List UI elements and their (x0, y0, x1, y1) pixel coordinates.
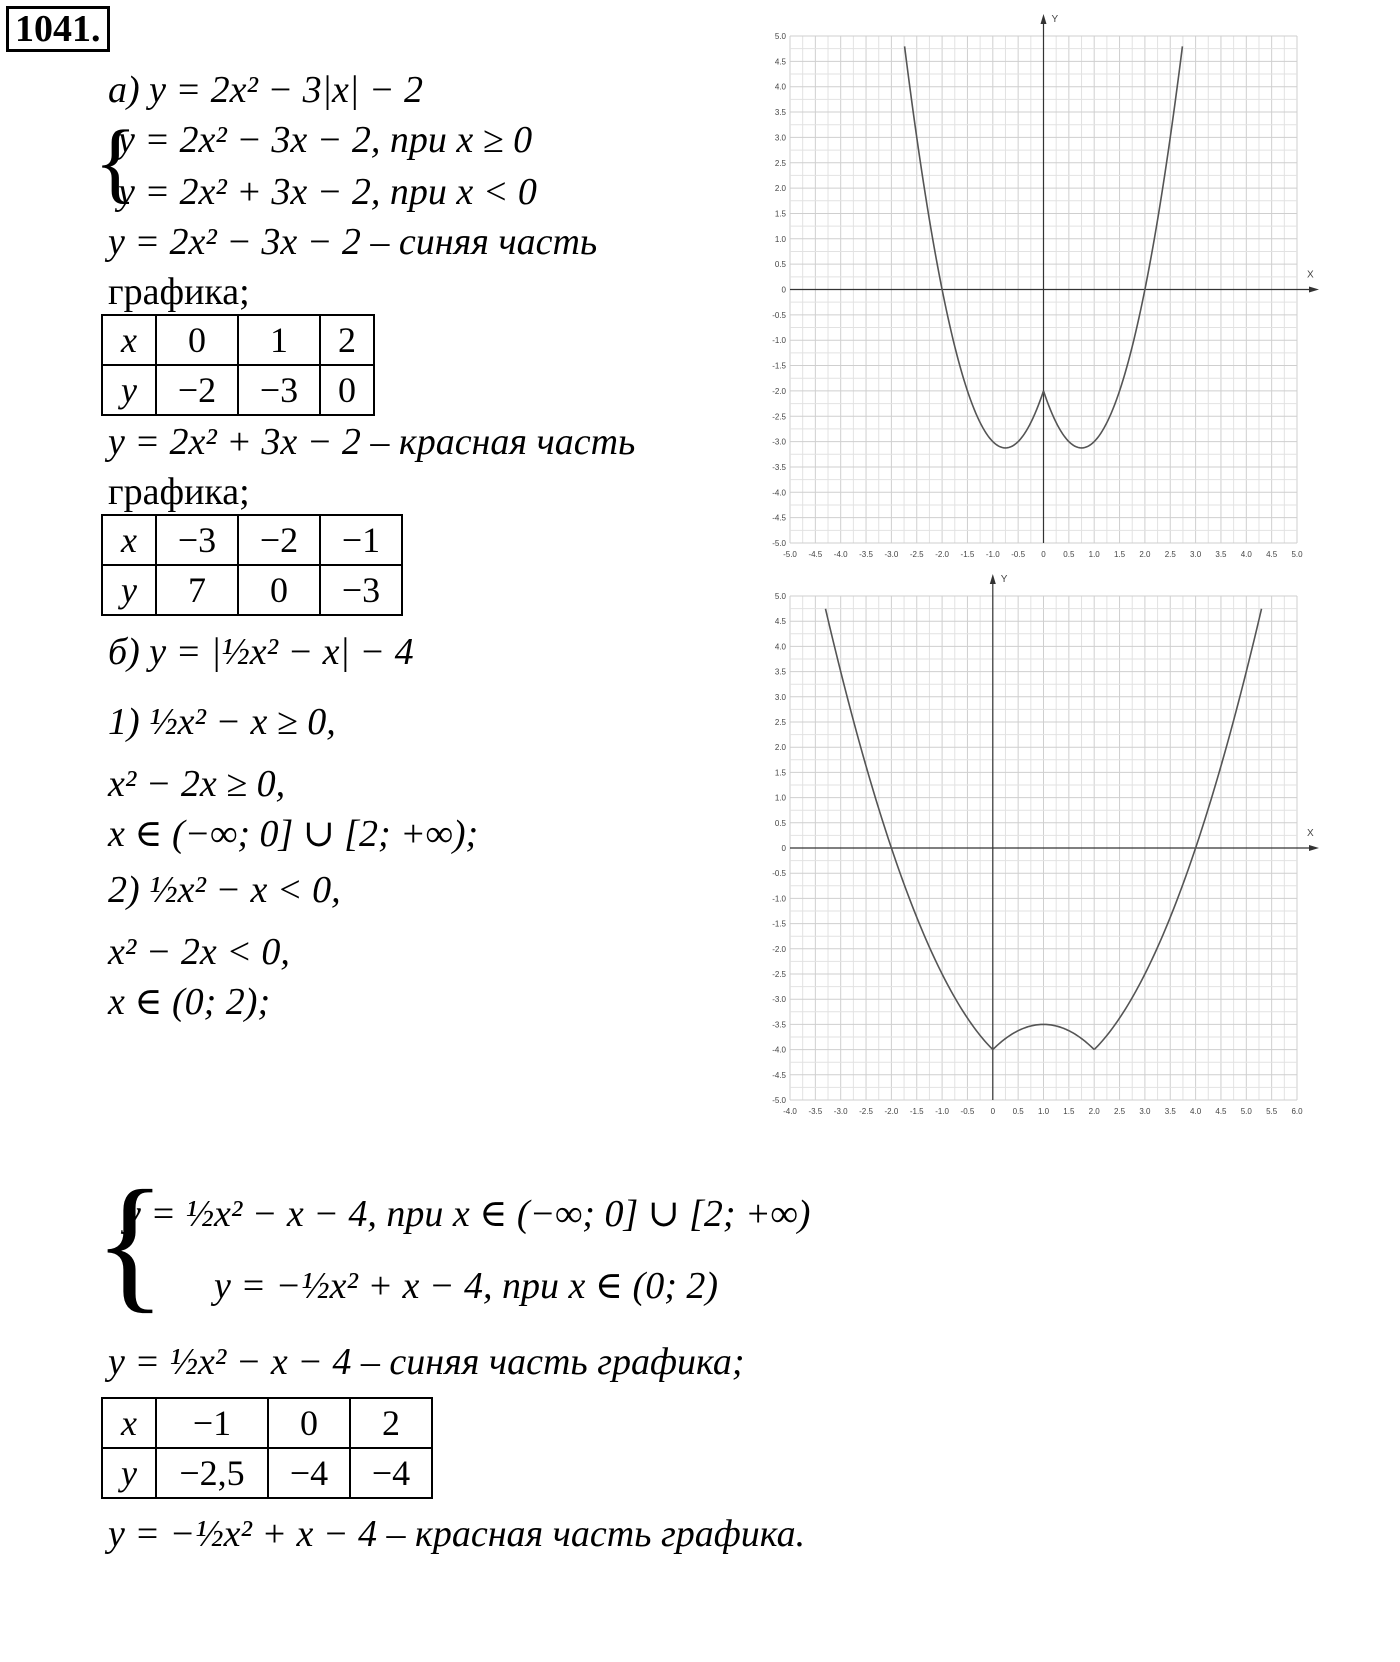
part-b-step-1-inequality: 1) ½x² − x ≥ 0, (108, 701, 336, 743)
graph-part-b (760, 570, 1330, 1125)
y-tick-label: 1.5 (774, 209, 786, 219)
y-tick-label: -2.5 (772, 970, 786, 979)
table-cell: y (102, 565, 156, 615)
y-tick-label: 4.0 (774, 82, 786, 92)
part-a-blue-text-cont: графика; (108, 271, 250, 313)
y-tick-label: -3.0 (772, 995, 786, 1005)
table-cell: x (102, 515, 156, 565)
y-tick-label: -4.0 (772, 1045, 786, 1055)
x-tick-label: 2.5 (1113, 1107, 1126, 1116)
curve-series-2 (1044, 46, 1183, 448)
y-tick-label: -2.0 (772, 944, 786, 954)
table-cell: 0 (156, 315, 238, 365)
y-tick-label: -4.5 (772, 513, 786, 523)
y-tick-label: -4.5 (772, 1070, 786, 1080)
part-b-title: б) y = |½x² − x| − 4 (108, 631, 414, 673)
y-tick-label: 3.0 (774, 133, 786, 143)
graph-part-a (760, 10, 1330, 570)
x-tick-label: 6.0 (1291, 1107, 1303, 1116)
x-tick-label: 2.0 (1139, 550, 1151, 559)
table-cell: −4 (268, 1448, 350, 1498)
x-axis-label: X (1307, 828, 1314, 839)
x-tick-label: -1.0 (985, 550, 1000, 559)
y-axis-label: Y (1000, 574, 1008, 585)
y-tick-label: 0.5 (774, 818, 786, 828)
x-tick-label: 4.5 (1266, 550, 1278, 559)
x-tick-label: 3.0 (1190, 550, 1202, 559)
table-cell: y (102, 1448, 156, 1498)
y-tick-label: -2.5 (772, 412, 786, 422)
y-tick-label: 4.0 (774, 642, 786, 652)
table-cell: −3 (156, 515, 238, 565)
y-tick-label: 5.0 (774, 592, 786, 601)
x-tick-label: 5.5 (1266, 1107, 1278, 1116)
x-tick-label: -2.0 (935, 550, 949, 559)
x-tick-label: 5.0 (1291, 550, 1303, 559)
x-tick-label: -0.5 (960, 1107, 975, 1116)
x-tick-label: -1.5 (960, 550, 975, 559)
curve-series-1 (905, 46, 1044, 448)
x-tick-label: 4.0 (1240, 550, 1252, 559)
values-table-1 (101, 314, 375, 416)
y-tick-label: 1.0 (774, 234, 786, 244)
part-b-red-text: y = −½x² + x − 4 – красная часть графика. (108, 1513, 806, 1555)
part-b-step-2-solution: x ∈ (0; 2); (108, 981, 271, 1023)
system-brace: { (94, 1160, 166, 1326)
table-cell: x (102, 315, 156, 365)
table-cell: 0 (320, 365, 374, 415)
x-tick-label: -2.0 (884, 1107, 899, 1116)
y-tick-label: -2.0 (772, 386, 786, 396)
problem-number: 1041. (6, 6, 110, 52)
table-cell: −2,5 (156, 1448, 268, 1498)
y-tick-label: -3.0 (772, 437, 786, 447)
y-tick-label: -1.0 (772, 894, 786, 904)
y-tick-label: 0 (781, 285, 786, 295)
part-b-system-line-2: y = −½x² + x − 4, при x ∈ (0; 2) (214, 1265, 719, 1307)
x-tick-label: 2.0 (1088, 1107, 1100, 1116)
part-a-red-text: y = 2x² + 3x − 2 – красная часть (108, 421, 636, 463)
part-a-system-line-2: y = 2x² + 3x − 2, при x < 0 (118, 171, 537, 213)
table-cell: −3 (320, 565, 402, 615)
y-tick-label: 2.0 (774, 184, 786, 194)
table-cell: 0 (268, 1398, 350, 1448)
y-tick-label: -4.0 (772, 488, 786, 498)
x-tick-label: 0.5 (1063, 550, 1075, 559)
table-cell: 1 (238, 315, 320, 365)
y-tick-label: -1.0 (772, 336, 786, 346)
x-tick-label: 0 (990, 1107, 996, 1116)
y-axis-arrow (1041, 14, 1047, 24)
part-a-red-text-cont: графика; (108, 471, 250, 513)
part-b-blue-text: y = ½x² − x − 4 – синяя часть графика; (108, 1341, 745, 1383)
x-tick-label: 3.5 (1215, 550, 1227, 559)
y-tick-label: 0 (781, 844, 786, 853)
x-tick-label: -2.5 (909, 550, 924, 559)
x-tick-label: 4.0 (1190, 1107, 1202, 1116)
x-axis-arrow (1309, 845, 1319, 851)
y-tick-label: 0.5 (774, 260, 786, 270)
x-tick-label: -2.5 (859, 1107, 873, 1116)
y-tick-label: 4.5 (774, 57, 786, 67)
x-tick-label: 2.5 (1164, 550, 1176, 559)
table-cell: 2 (350, 1398, 432, 1448)
table-cell: x (102, 1398, 156, 1448)
table-cell: y (102, 365, 156, 415)
values-table-3 (101, 1397, 433, 1499)
x-tick-label: -3.5 (859, 550, 873, 559)
x-tick-label: 1.0 (1037, 1107, 1050, 1116)
x-tick-label: -1.0 (935, 1107, 949, 1116)
table-cell: −2 (238, 515, 320, 565)
y-tick-label: 2.5 (774, 158, 786, 168)
y-tick-label: -5.0 (772, 539, 786, 548)
y-tick-label: 3.5 (774, 108, 786, 118)
part-b-step-1-simplified: x² − 2x ≥ 0, (108, 763, 286, 805)
y-tick-label: 1.0 (774, 793, 786, 803)
part-a-title: а) y = 2x² − 3|x| − 2 (108, 69, 423, 111)
y-tick-label: -3.5 (772, 462, 786, 472)
x-tick-label: 1.5 (1113, 550, 1126, 559)
y-axis-label: Y (1051, 14, 1059, 25)
part-a-system-line-1: y = 2x² − 3x − 2, при x ≥ 0 (118, 119, 533, 161)
part-a-blue-text: y = 2x² − 3x − 2 – синяя часть (108, 221, 598, 263)
x-tick-label: 3.5 (1164, 1107, 1176, 1116)
part-b-step-1-solution: x ∈ (−∞; 0] ∪ [2; +∞); (108, 813, 479, 855)
table-cell: −1 (156, 1398, 268, 1448)
y-tick-label: 3.0 (774, 692, 786, 702)
y-tick-label: 1.5 (774, 768, 786, 778)
x-tick-label: 1.0 (1088, 550, 1100, 559)
system-brace: { (94, 113, 138, 212)
x-tick-label: -4.0 (833, 550, 848, 559)
x-tick-label: -1.5 (909, 1107, 924, 1116)
x-tick-label: 4.5 (1215, 1107, 1227, 1116)
values-table-2 (101, 514, 403, 616)
table-cell: 7 (156, 565, 238, 615)
part-b-system-line-1: y = ½x² − x − 4, при x ∈ (−∞; 0] ∪ [2; +∞) (124, 1193, 811, 1235)
x-tick-label: -4.0 (783, 1107, 797, 1116)
y-axis-arrow (990, 574, 996, 584)
table-cell: 2 (320, 315, 374, 365)
y-tick-label: -5.0 (772, 1096, 786, 1105)
table-cell: −1 (320, 515, 402, 565)
y-tick-label: -0.5 (772, 310, 786, 320)
table-cell: −4 (350, 1448, 432, 1498)
y-tick-label: 3.5 (774, 667, 786, 677)
table-cell: 0 (238, 565, 320, 615)
x-tick-label: 0 (1041, 550, 1046, 559)
y-tick-label: -0.5 (772, 869, 786, 879)
x-tick-label: -3.0 (833, 1107, 848, 1116)
x-tick-label: -3.0 (884, 550, 899, 559)
y-tick-label: 2.5 (774, 718, 786, 727)
table-cell: −2 (156, 365, 238, 415)
x-tick-label: 5.0 (1240, 1107, 1252, 1116)
y-tick-label: -1.5 (772, 361, 786, 371)
x-tick-label: 0.5 (1012, 1107, 1024, 1116)
x-tick-label: -0.5 (1011, 550, 1026, 559)
table-cell: −3 (238, 365, 320, 415)
x-tick-label: -5.0 (783, 550, 797, 559)
y-tick-label: -1.5 (772, 919, 786, 929)
x-tick-label: 3.0 (1139, 1107, 1151, 1116)
part-b-step-2-inequality: 2) ½x² − x < 0, (108, 869, 341, 911)
x-axis-label: X (1307, 269, 1314, 281)
x-tick-label: -4.5 (808, 550, 823, 559)
x-tick-label: 1.5 (1063, 1107, 1075, 1116)
y-tick-label: 5.0 (774, 32, 786, 41)
x-axis-arrow (1309, 287, 1319, 293)
y-tick-label: 4.5 (774, 617, 786, 627)
x-tick-label: -3.5 (808, 1107, 823, 1116)
y-tick-label: -3.5 (772, 1020, 786, 1030)
part-b-step-2-simplified: x² − 2x < 0, (108, 931, 290, 973)
y-tick-label: 2.0 (774, 743, 786, 753)
